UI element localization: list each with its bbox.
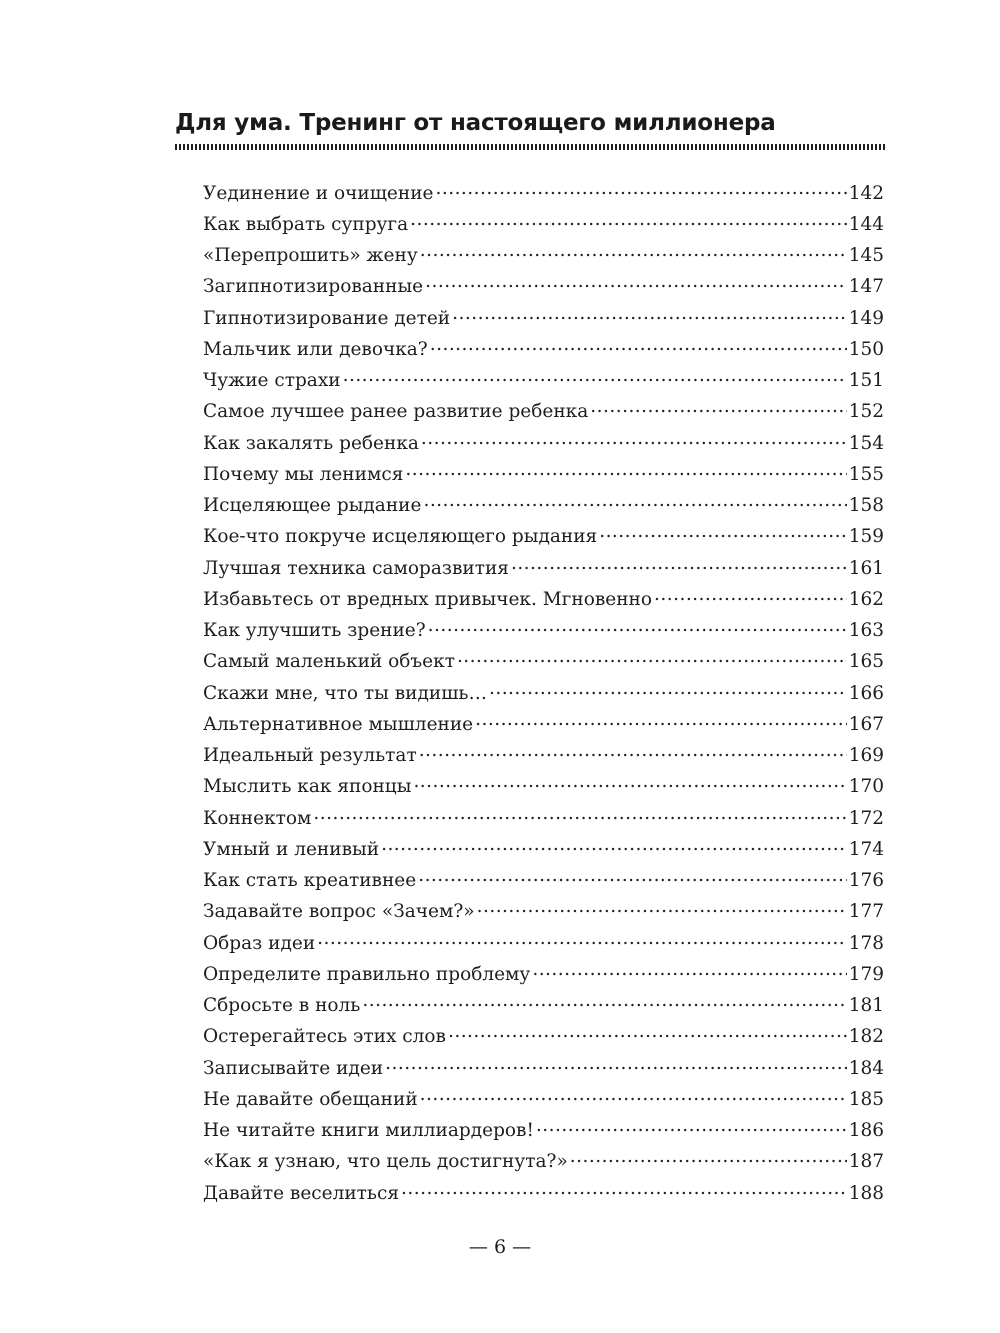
page-number: — 6 — bbox=[468, 1236, 532, 1258]
toc-entry-title: Как выбрать супруга bbox=[203, 213, 409, 235]
toc-entry-page: 151 bbox=[848, 370, 884, 391]
toc-entry-page: 154 bbox=[848, 432, 884, 454]
toc-entry-page: 158 bbox=[848, 495, 884, 516]
toc-entry-page: 147 bbox=[848, 276, 884, 298]
toc-entry bbox=[203, 524, 884, 555]
toc-dot-leader bbox=[421, 430, 847, 449]
toc-dot-leader bbox=[425, 274, 847, 293]
toc-entry bbox=[203, 680, 884, 711]
toc-entry-title: Как улучшить зрение? bbox=[203, 620, 426, 641]
toc-entry-title: «Как я узнаю, что цель достигнута?» bbox=[203, 1151, 568, 1173]
toc-entry-page: 149 bbox=[848, 307, 884, 329]
toc-dot-leader bbox=[420, 1086, 847, 1105]
toc-entry bbox=[203, 868, 884, 899]
toc-entry-title: Как закалять ребенка bbox=[203, 432, 419, 454]
toc-entry-title: Задавайте вопрос «Зачем?» bbox=[203, 901, 475, 923]
toc-entry-title: Остерегайтесь этих слов bbox=[203, 1026, 446, 1048]
toc-entry bbox=[203, 305, 884, 336]
toc-entry bbox=[203, 711, 884, 742]
toc-entry-page: 176 bbox=[848, 870, 884, 891]
toc-dot-leader bbox=[475, 711, 847, 730]
toc-dot-leader bbox=[448, 1024, 847, 1043]
toc-entry-page: 174 bbox=[848, 838, 884, 860]
toc-dot-leader bbox=[410, 211, 847, 230]
toc-entry-page: 178 bbox=[848, 932, 884, 954]
toc-entry bbox=[203, 1086, 884, 1117]
toc-entry-page: 188 bbox=[848, 1182, 884, 1204]
toc-entry bbox=[203, 399, 884, 430]
toc-entry-page: 150 bbox=[848, 338, 884, 360]
toc-entry-title: Идеальный результат bbox=[203, 745, 417, 766]
toc-entry-page: 167 bbox=[848, 713, 884, 735]
toc-dot-leader bbox=[511, 555, 847, 574]
toc-dot-leader bbox=[423, 493, 846, 512]
toc-entry-page: 144 bbox=[848, 213, 884, 235]
toc-dot-leader bbox=[343, 368, 847, 387]
toc-dot-leader bbox=[532, 961, 846, 980]
toc-entry bbox=[203, 993, 884, 1024]
toc-entry-page: 172 bbox=[848, 807, 884, 829]
toc-dot-leader bbox=[419, 743, 847, 762]
toc-dot-leader bbox=[435, 180, 846, 199]
toc-dot-leader bbox=[405, 461, 846, 480]
toc-entry bbox=[203, 586, 884, 617]
toc-entry-page: 182 bbox=[848, 1026, 884, 1048]
toc-dot-leader bbox=[452, 305, 847, 324]
toc-dot-leader bbox=[401, 1180, 847, 1199]
toc-entry bbox=[203, 1149, 884, 1180]
toc-entry bbox=[203, 1055, 884, 1086]
toc-dot-leader bbox=[599, 524, 846, 543]
toc-entry bbox=[203, 1118, 884, 1149]
toc-entry-page: 184 bbox=[848, 1057, 884, 1079]
toc-entry-title: Скажи мне, что ты видишь… bbox=[203, 682, 487, 704]
toc-entry-page: 179 bbox=[848, 963, 884, 985]
toc-entry bbox=[203, 836, 884, 867]
toc-entry-title: Мальчик или девочка? bbox=[203, 338, 428, 360]
toc-entry-page: 142 bbox=[848, 182, 884, 204]
toc-entry bbox=[203, 1024, 884, 1055]
toc-entry-title: Коннектом bbox=[203, 807, 312, 829]
toc-dot-leader bbox=[489, 680, 847, 699]
toc-entry-title: Давайте веселиться bbox=[203, 1182, 400, 1204]
toc-dot-leader bbox=[457, 649, 847, 668]
toc-dot-leader bbox=[418, 868, 846, 887]
toc-entry-title: Чужие страхи bbox=[203, 370, 341, 391]
toc-dot-leader bbox=[413, 774, 846, 793]
toc-dot-leader bbox=[420, 243, 847, 262]
toc-entry-title: Как стать креативнее bbox=[203, 870, 417, 891]
toc-entry-title: Не давайте обещаний bbox=[203, 1088, 418, 1110]
toc-entry-title: Сбросьте в ноль bbox=[203, 995, 361, 1016]
toc-entry-page: 161 bbox=[848, 557, 884, 579]
toc-entry-page: 185 bbox=[848, 1088, 884, 1110]
toc-entry-title: Записывайте идеи bbox=[203, 1057, 384, 1079]
toc-entry-title: Мыслить как японцы bbox=[203, 776, 412, 798]
toc-entry-page: 165 bbox=[848, 651, 884, 673]
toc-entry-page: 181 bbox=[848, 995, 884, 1016]
toc-entry bbox=[203, 211, 884, 242]
toc-entry-title: Альтернативное мышление bbox=[203, 713, 474, 735]
toc-entry bbox=[203, 180, 884, 211]
toc-dot-leader bbox=[428, 618, 847, 637]
toc-dot-leader bbox=[590, 399, 846, 418]
toc-entry-page: 145 bbox=[848, 245, 884, 266]
toc-dot-leader bbox=[477, 899, 847, 918]
toc-entry-title: Исцеляющее рыдание bbox=[203, 495, 422, 516]
toc-entry-title: Образ идеи bbox=[203, 932, 316, 954]
toc-entry-title: Почему мы ленимся bbox=[203, 463, 404, 485]
toc-dot-leader bbox=[430, 336, 847, 355]
toc-entry bbox=[203, 899, 884, 930]
toc-entry-title: Определите правильно проблему bbox=[203, 963, 531, 985]
toc-entry bbox=[203, 805, 884, 836]
toc-entry-page: 166 bbox=[848, 682, 884, 704]
toc-entry-page: 163 bbox=[848, 620, 884, 641]
toc-entry bbox=[203, 274, 884, 305]
toc-entry-title: Лучшая техника саморазвития bbox=[203, 557, 509, 579]
toc-dot-leader bbox=[362, 993, 846, 1012]
toc-entry-page: 159 bbox=[848, 526, 884, 548]
toc-dot-leader bbox=[570, 1149, 847, 1168]
toc-entry-title: Гипнотизирование детей bbox=[203, 307, 451, 329]
toc-entry bbox=[203, 368, 884, 399]
toc-entry bbox=[203, 743, 884, 774]
toc-entry-page: 177 bbox=[848, 901, 884, 923]
toc-entry bbox=[203, 774, 884, 805]
toc-entry-page: 187 bbox=[848, 1151, 884, 1173]
toc-dot-leader bbox=[381, 836, 847, 855]
toc-dot-leader bbox=[385, 1055, 847, 1074]
toc-entry bbox=[203, 930, 884, 961]
toc-entry bbox=[203, 961, 884, 992]
toc-entry-title: Умный и ленивый bbox=[203, 838, 380, 860]
toc-entry bbox=[203, 430, 884, 461]
table-of-contents bbox=[203, 180, 884, 1211]
toc-entry-title: Уединение и очищение bbox=[203, 182, 434, 204]
toc-entry bbox=[203, 1180, 884, 1211]
toc-entry-page: 155 bbox=[848, 463, 884, 485]
running-header bbox=[175, 108, 885, 150]
toc-entry bbox=[203, 555, 884, 586]
toc-entry-page: 170 bbox=[848, 776, 884, 798]
toc-entry bbox=[203, 618, 884, 649]
toc-entry bbox=[203, 649, 884, 680]
toc-entry-page: 152 bbox=[848, 401, 884, 423]
toc-dot-leader bbox=[536, 1118, 847, 1137]
header-dotted-rule bbox=[175, 144, 885, 150]
toc-dot-leader bbox=[654, 586, 847, 605]
toc-entry-title: Самый маленький объект bbox=[203, 651, 455, 673]
toc-entry-title: Не читайте книги миллиардеров! bbox=[203, 1120, 534, 1141]
toc-entry bbox=[203, 243, 884, 274]
toc-entry-page: 186 bbox=[848, 1120, 884, 1141]
toc-entry bbox=[203, 336, 884, 367]
toc-entry-title: Избавьтесь от вредных привычек. Мгновенно bbox=[203, 588, 653, 610]
toc-entry-title: Загипнотизированные bbox=[203, 276, 424, 298]
toc-dot-leader bbox=[313, 805, 846, 824]
toc-entry-title: Кое-что покруче исцеляющего рыдания bbox=[203, 526, 598, 548]
toc-entry-title: Самое лучшее ранее развитие ребенка bbox=[203, 401, 589, 423]
toc-entry-page: 169 bbox=[848, 745, 884, 766]
book-title: Для ума. Тренинг от настоящего миллионера bbox=[175, 110, 776, 136]
toc-entry-page: 162 bbox=[848, 588, 884, 610]
toc-dot-leader bbox=[317, 930, 847, 949]
toc-entry bbox=[203, 493, 884, 524]
toc-entry bbox=[203, 461, 884, 492]
toc-entry-title: «Перепрошить» жену bbox=[203, 245, 418, 266]
